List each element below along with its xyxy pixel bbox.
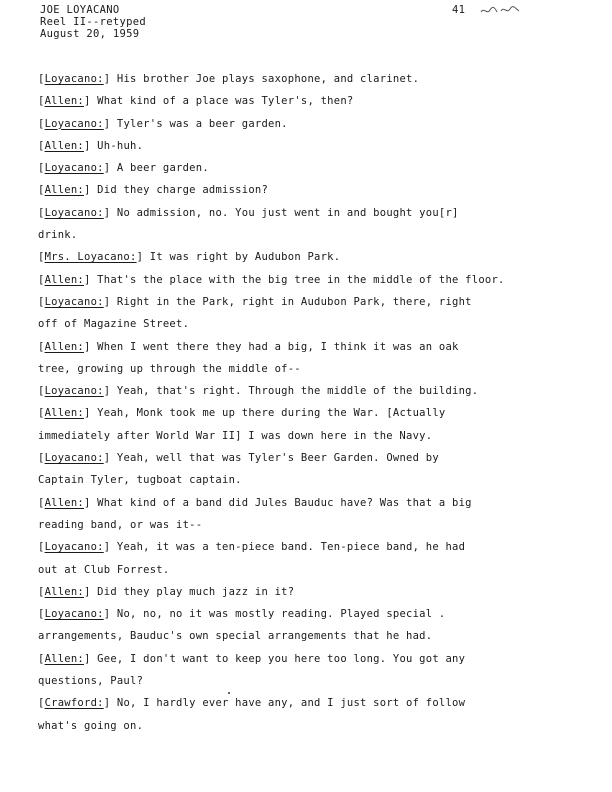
speaker-label: Loyacano: [44, 452, 104, 465]
utterance-text: what's going on. [38, 719, 144, 732]
utterance-text: His brother Joe plays saxophone, and clarinet. [116, 73, 420, 85]
utterance-text: Did they charge admission? [97, 184, 269, 197]
utterance-text: When I went there they had a big, I think it was an oak [97, 340, 459, 353]
transcript-line: [Loyacano:] No admission, no. You just went in and bought you[r] [38, 206, 459, 219]
utterance-text: Captain Tyler, tugboat captain. [38, 474, 242, 487]
page-header [40, 4, 146, 40]
transcript-body [38, 68, 578, 737]
transcript-line: [Allen:] What kind of a band did Jules Bauduc have? Was that a big [38, 496, 472, 509]
handwritten-mark-icon [479, 3, 521, 17]
utterance-text: Gee, I don't want to keep you here too long. You got any [97, 652, 466, 665]
transcript-line: [Crawford:] No, I hardly ever have any, and I just sort of follow [38, 697, 466, 710]
transcript-line: [Allen:] What kind of a place was Tyler's, then? [38, 95, 354, 108]
utterance-text: No admission, no. You just went in and bought you[r] [116, 206, 459, 219]
utterance-text: questions, Paul? [38, 675, 144, 688]
transcript-line [38, 224, 578, 246]
transcript-line [38, 559, 578, 581]
utterance-text: No, I hardly ever have any, and I just sort of follow [116, 697, 466, 710]
transcript-line [38, 425, 578, 447]
transcript-line [38, 313, 578, 335]
utterance-text: arrangements, Bauduc's own special arrangements that he had. [38, 630, 433, 643]
stray-mark [228, 692, 230, 694]
transcript-line: [Allen:] Did they play much jazz in it? [38, 585, 295, 598]
transcript-line: [Loyacano:] No, no, no it was mostly reading. Played special . [38, 608, 446, 621]
speaker-label: Allen: [44, 95, 85, 108]
speaker-label: Allen: [44, 496, 85, 509]
utterance-text: That's the place with the big tree in the middle of the floor. [97, 273, 505, 286]
header-reel: Reel II--retyped [40, 16, 146, 28]
speaker-label: Allen: [44, 585, 85, 598]
speaker-label: Allen: [44, 407, 85, 420]
speaker-label: Loyacano: [44, 162, 104, 175]
utterance-text: Uh-huh. [97, 139, 144, 152]
utterance-text: Yeah, it was a ten-piece band. Ten-piece band, he had [116, 541, 466, 554]
transcript-line: [Loyacano:] A beer garden. [38, 162, 209, 175]
speaker-label: Allen: [44, 652, 85, 665]
transcript-line: [Allen:] Uh-huh. [38, 139, 144, 152]
speaker-label: Allen: [44, 139, 85, 152]
utterance-text: off of Magazine Street. [38, 318, 190, 331]
speaker-label: Loyacano: [44, 73, 104, 85]
speaker-label: Allen: [44, 184, 85, 197]
utterance-text: Right in the Park, right in Audubon Park, there, right [116, 295, 472, 308]
transcript-line [38, 715, 578, 737]
utterance-text: Yeah, well that was Tyler's Beer Garden. Owned by [116, 452, 439, 465]
transcript-line [38, 358, 578, 380]
transcript-line: [Allen:] When I went there they had a big, I think it was an oak [38, 340, 459, 353]
transcript-line: [Loyacano:] Tyler's was a beer garden. [38, 117, 288, 130]
transcript-line [38, 469, 578, 491]
speaker-label: Loyacano: [44, 541, 104, 554]
speaker-label: Loyacano: [44, 117, 104, 130]
transcript-line: [Loyacano:] Yeah, it was a ten-piece band. Ten-piece band, he had [38, 541, 466, 554]
transcript-line: [Allen:] Yeah, Monk took me up there during the War. [Actually [38, 407, 446, 420]
utterance-text: What kind of a place was Tyler's, then? [97, 95, 354, 108]
transcript-line: [Mrs. Loyacano:] It was right by Audubon Park. [38, 251, 341, 264]
transcript-line: [Allen:] Gee, I don't want to keep you here too long. You got any [38, 652, 466, 665]
utterance-text: It was right by Audubon Park. [149, 251, 341, 264]
transcript-line: [Allen:] That's the place with the big tree in the middle of the floor. [38, 273, 505, 286]
utterance-text: What kind of a band did Jules Bauduc have? Was that a big [97, 496, 472, 509]
utterance-text: No, no, no it was mostly reading. Played special . [116, 608, 446, 621]
page-number: 41 [452, 4, 466, 16]
utterance-text: drink. [38, 229, 78, 242]
speaker-label: Crawford: [44, 697, 104, 710]
speaker-label: Allen: [44, 340, 85, 353]
utterance-text: Tyler's was a beer garden. [116, 117, 288, 130]
utterance-text: Yeah, that's right. Through the middle of the building. [116, 385, 479, 398]
transcript-line [38, 670, 578, 692]
utterance-text: Did they play much jazz in it? [97, 585, 295, 598]
utterance-text: immediately after World War II] I was down here in the Navy. [38, 429, 433, 442]
transcript-line: [Allen:] Did they charge admission? [38, 184, 269, 197]
utterance-text: Yeah, Monk took me up there during the War. [Actually [97, 407, 446, 420]
utterance-text: tree, growing up through the middle of-- [38, 362, 301, 375]
header-interviewee: JOE LOYACANO [40, 4, 120, 16]
transcript-line: [Loyacano:] Yeah, well that was Tyler's Beer Garden. Owned by [38, 452, 439, 465]
speaker-label: Loyacano: [44, 295, 104, 308]
speaker-label: Loyacano: [44, 206, 104, 219]
transcript-line: [Loyacano:] Yeah, that's right. Through the middle of the building. [38, 385, 479, 398]
speaker-label: Loyacano: [44, 385, 104, 398]
utterance-text: out at Club Forrest. [38, 563, 170, 576]
speaker-label: Allen: [44, 273, 85, 286]
speaker-label: Mrs. Loyacano: [44, 251, 137, 264]
transcript-line [38, 625, 578, 647]
transcript-line [38, 514, 578, 536]
header-date: August 20, 1959 [40, 28, 140, 40]
speaker-label: Loyacano: [44, 608, 104, 621]
transcript-line: [Loyacano:] Right in the Park, right in Audubon Park, there, right [38, 295, 472, 308]
utterance-text: reading band, or was it-- [38, 518, 203, 531]
utterance-text: A beer garden. [116, 162, 209, 175]
transcript-line: [Loyacano:] His brother Joe plays saxophone, and clarinet. [38, 73, 420, 85]
